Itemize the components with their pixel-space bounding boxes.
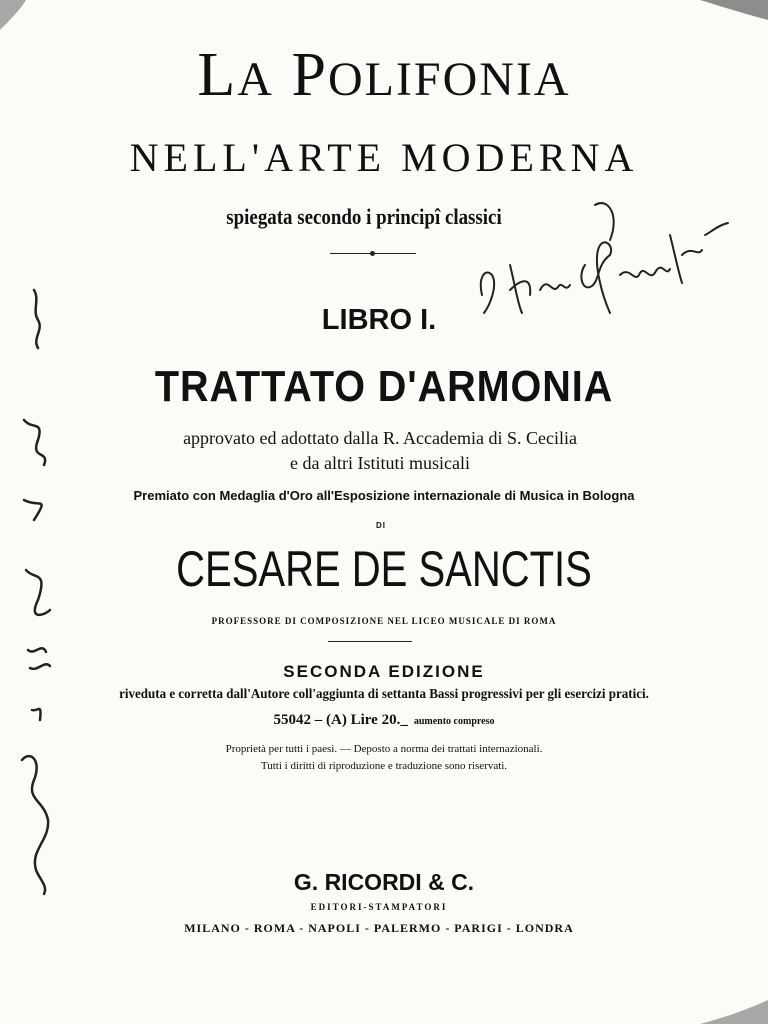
handwritten-signature-top bbox=[470, 195, 740, 335]
publisher-name: G. RICORDI & C. bbox=[293, 869, 475, 895]
rights-line-2: Tutti i diritti di riproduzione e traduzione sono riservati. bbox=[260, 760, 508, 772]
book-heading: TRATTATO D'ARMONIA bbox=[154, 362, 614, 411]
title-small-olifonia: OLIFONIA bbox=[327, 53, 571, 106]
approval-line-2: e da altri Istituti musicali bbox=[290, 453, 470, 473]
award-line: Premiato con Medaglia d'Oro all'Esposizione internazionale di Musica in Bologna bbox=[133, 488, 635, 503]
by-label: DI bbox=[376, 521, 386, 530]
main-title-line2: NELL'ARTE MODERNA bbox=[129, 135, 639, 180]
publisher-subtitle: EDITORI-STAMPATORI bbox=[310, 902, 448, 912]
title-initial-l: L bbox=[197, 41, 238, 109]
publisher-cities: MILANO - ROMA - NAPOLI - PALERMO - PARIGI - LONDRA bbox=[184, 921, 574, 935]
catalog-price bbox=[0, 712, 768, 729]
volume-label: LIBRO I. bbox=[321, 304, 437, 336]
divider-rule bbox=[328, 641, 412, 642]
approval-line-1: approvato ed adottato dalla R. Accademia di S. Cecilia bbox=[183, 428, 577, 448]
catalog-number: 55042 – (A) Lire 20._ bbox=[273, 712, 408, 728]
handwritten-signature-margin bbox=[4, 280, 64, 900]
title-initial-p: P bbox=[273, 41, 328, 109]
author-role: PROFESSORE DI COMPOSIZIONE NEL LICEO MUSICALE DI ROMA bbox=[211, 616, 557, 626]
edition-description: riveduta e corretta dall'Autore coll'aggiunta di settanta Bassi progressivi per gli esercizi pratici. bbox=[119, 687, 649, 702]
rights-line-1: Proprietà per tutti i paesi. — Deposto a norma dei trattati internazionali. bbox=[225, 743, 543, 755]
edition-label: SECONDA EDIZIONE bbox=[283, 662, 485, 681]
main-title-line1 bbox=[0, 40, 768, 111]
subtitle: spiegata secondo i principî classici bbox=[226, 204, 502, 229]
title-small-a: A bbox=[237, 53, 274, 106]
price-note: aumento compreso bbox=[413, 716, 495, 727]
author-name: CESARE DE SANCTIS bbox=[176, 541, 592, 597]
ornament-dot bbox=[370, 251, 375, 256]
